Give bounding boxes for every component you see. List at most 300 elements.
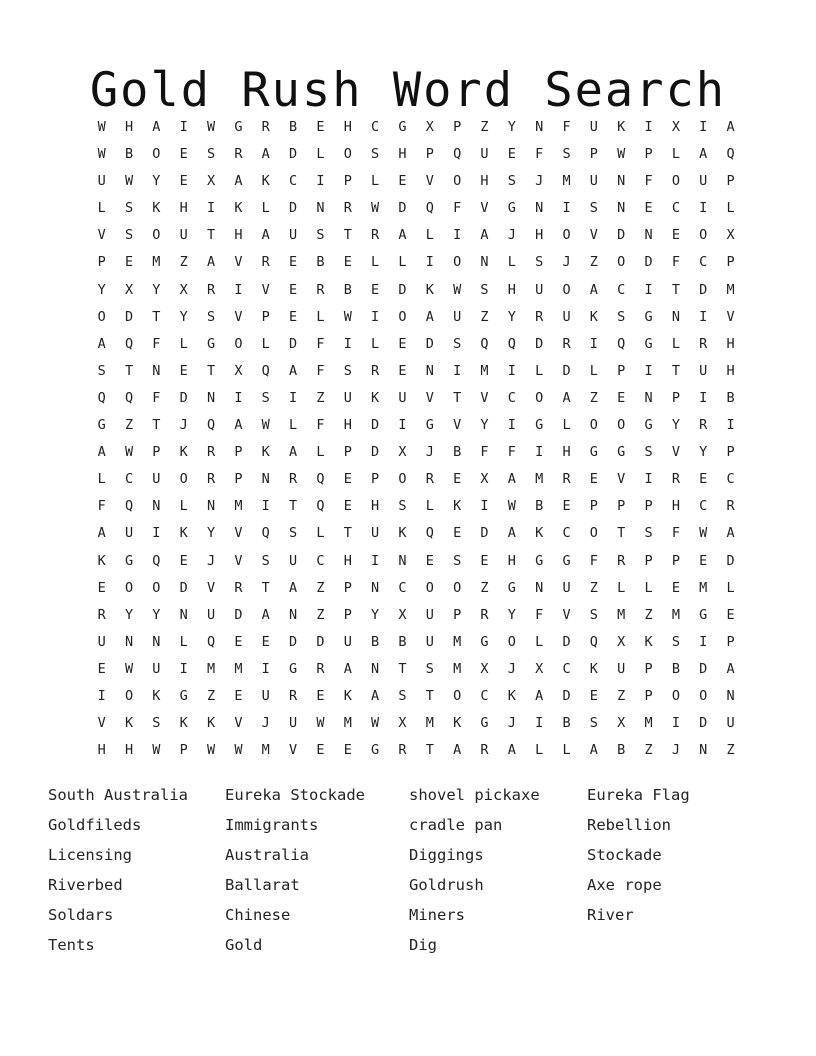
- letter-cell[interactable]: R: [371, 362, 380, 379]
- letter-cell[interactable]: G: [124, 552, 134, 569]
- letter-cell[interactable]: Z: [124, 417, 134, 434]
- letter-cell[interactable]: E: [480, 552, 489, 569]
- letter-cell[interactable]: C: [124, 471, 134, 488]
- letter-cell[interactable]: O: [589, 417, 598, 434]
- letter-cell[interactable]: M: [644, 715, 653, 732]
- letter-cell[interactable]: V: [234, 552, 243, 569]
- letter-cell[interactable]: S: [453, 335, 462, 352]
- letter-cell[interactable]: M: [453, 660, 462, 677]
- letter-cell[interactable]: S: [644, 525, 653, 542]
- letter-cell[interactable]: G: [562, 552, 571, 569]
- letter-cell[interactable]: O: [562, 281, 571, 298]
- letter-cell[interactable]: C: [562, 660, 571, 677]
- letter-cell[interactable]: T: [398, 660, 407, 677]
- letter-cell[interactable]: O: [97, 308, 106, 325]
- letter-cell[interactable]: Q: [261, 362, 270, 379]
- letter-cell[interactable]: A: [97, 525, 106, 542]
- letter-cell[interactable]: H: [507, 281, 516, 298]
- letter-cell[interactable]: O: [453, 173, 462, 190]
- letter-cell[interactable]: S: [425, 660, 434, 677]
- letter-cell[interactable]: L: [535, 633, 544, 650]
- letter-cell[interactable]: K: [453, 498, 462, 515]
- letter-cell[interactable]: R: [699, 335, 708, 352]
- letter-cell[interactable]: Z: [644, 742, 653, 759]
- letter-cell[interactable]: S: [535, 254, 544, 271]
- letter-cell[interactable]: L: [562, 742, 571, 759]
- letter-cell[interactable]: Z: [589, 389, 598, 406]
- letter-cell[interactable]: X: [398, 715, 407, 732]
- letter-cell[interactable]: J: [507, 660, 516, 677]
- letter-cell[interactable]: G: [371, 742, 380, 759]
- word-list-item[interactable]: Dig: [409, 936, 437, 954]
- letter-cell[interactable]: I: [316, 173, 325, 190]
- letter-cell[interactable]: J: [507, 227, 516, 244]
- letter-cell[interactable]: P: [726, 173, 735, 190]
- letter-cell[interactable]: M: [234, 498, 243, 515]
- letter-cell[interactable]: M: [453, 633, 462, 650]
- letter-cell[interactable]: S: [398, 687, 407, 704]
- letter-cell[interactable]: L: [726, 200, 735, 217]
- letter-cell[interactable]: H: [726, 362, 735, 379]
- letter-cell[interactable]: T: [289, 498, 298, 515]
- letter-cell[interactable]: W: [124, 444, 134, 461]
- letter-cell[interactable]: U: [398, 389, 407, 406]
- letter-cell[interactable]: E: [124, 254, 134, 271]
- letter-cell[interactable]: J: [425, 444, 434, 461]
- letter-cell[interactable]: I: [726, 417, 735, 434]
- word-list-item[interactable]: Gold: [225, 936, 263, 954]
- letter-cell[interactable]: J: [206, 552, 216, 569]
- letter-cell[interactable]: A: [97, 335, 106, 352]
- letter-cell[interactable]: M: [425, 715, 434, 732]
- letter-cell[interactable]: M: [535, 471, 544, 488]
- letter-cell[interactable]: X: [726, 227, 735, 244]
- letter-cell[interactable]: L: [97, 471, 106, 488]
- letter-cell[interactable]: D: [234, 606, 243, 623]
- letter-cell[interactable]: L: [289, 417, 298, 434]
- letter-cell[interactable]: I: [644, 471, 653, 488]
- letter-cell[interactable]: R: [289, 471, 298, 488]
- letter-cell[interactable]: N: [316, 200, 325, 217]
- letter-cell[interactable]: D: [289, 335, 298, 352]
- letter-cell[interactable]: I: [453, 227, 462, 244]
- letter-cell[interactable]: U: [97, 173, 106, 190]
- letter-cell[interactable]: H: [726, 335, 735, 352]
- word-list-item[interactable]: Ballarat: [225, 876, 300, 894]
- letter-cell[interactable]: V: [206, 579, 216, 596]
- letter-cell[interactable]: U: [152, 471, 161, 488]
- letter-cell[interactable]: G: [97, 417, 106, 434]
- letter-cell[interactable]: A: [152, 119, 161, 135]
- letter-cell[interactable]: I: [371, 552, 380, 569]
- letter-cell[interactable]: G: [535, 552, 544, 569]
- letter-cell[interactable]: G: [480, 633, 489, 650]
- letter-cell[interactable]: I: [480, 498, 489, 515]
- letter-cell[interactable]: N: [371, 579, 380, 596]
- letter-cell[interactable]: Y: [97, 281, 106, 298]
- letter-cell[interactable]: O: [507, 633, 516, 650]
- letter-cell[interactable]: E: [453, 525, 462, 542]
- letter-cell[interactable]: C: [562, 525, 571, 542]
- letter-cell[interactable]: X: [234, 362, 243, 379]
- letter-cell[interactable]: L: [179, 335, 188, 352]
- letter-cell[interactable]: S: [261, 389, 270, 406]
- letter-cell[interactable]: I: [699, 119, 708, 135]
- letter-cell[interactable]: W: [316, 715, 325, 732]
- letter-cell[interactable]: P: [343, 606, 352, 623]
- word-list-item[interactable]: Stockade: [587, 846, 662, 864]
- letter-cell[interactable]: K: [398, 525, 407, 542]
- letter-cell[interactable]: H: [124, 119, 134, 135]
- letter-cell[interactable]: E: [179, 146, 188, 163]
- letter-cell[interactable]: W: [97, 119, 106, 135]
- letter-cell[interactable]: P: [726, 254, 735, 271]
- letter-cell[interactable]: E: [289, 254, 298, 271]
- letter-cell[interactable]: T: [152, 417, 161, 434]
- letter-cell[interactable]: Z: [206, 687, 216, 704]
- letter-cell[interactable]: E: [699, 471, 708, 488]
- letter-cell[interactable]: U: [371, 525, 380, 542]
- letter-cell[interactable]: B: [671, 660, 680, 677]
- letter-cell[interactable]: X: [179, 281, 188, 298]
- letter-cell[interactable]: P: [234, 471, 243, 488]
- letter-cell[interactable]: R: [206, 471, 216, 488]
- letter-cell[interactable]: A: [699, 146, 708, 163]
- letter-cell[interactable]: V: [480, 200, 489, 217]
- letter-cell[interactable]: L: [589, 362, 598, 379]
- letter-cell[interactable]: H: [97, 742, 106, 759]
- letter-cell[interactable]: F: [507, 444, 516, 461]
- letter-cell[interactable]: N: [152, 498, 161, 515]
- letter-cell[interactable]: T: [425, 687, 434, 704]
- letter-cell[interactable]: L: [261, 335, 270, 352]
- letter-cell[interactable]: P: [453, 119, 462, 135]
- letter-cell[interactable]: R: [97, 606, 106, 623]
- letter-cell[interactable]: F: [316, 417, 325, 434]
- letter-cell[interactable]: D: [398, 281, 407, 298]
- letter-cell[interactable]: P: [617, 362, 626, 379]
- letter-cell[interactable]: W: [371, 200, 380, 217]
- letter-cell[interactable]: W: [97, 146, 106, 163]
- letter-cell[interactable]: I: [589, 335, 598, 352]
- letter-cell[interactable]: V: [234, 525, 243, 542]
- letter-cell[interactable]: A: [206, 254, 216, 271]
- letter-cell[interactable]: L: [97, 200, 106, 217]
- letter-cell[interactable]: O: [617, 417, 626, 434]
- word-list-item[interactable]: Australia: [225, 846, 309, 864]
- letter-cell[interactable]: S: [453, 552, 462, 569]
- letter-cell[interactable]: J: [671, 742, 680, 759]
- letter-cell[interactable]: O: [453, 254, 462, 271]
- letter-cell[interactable]: A: [234, 173, 243, 190]
- letter-cell[interactable]: Q: [316, 498, 325, 515]
- letter-cell[interactable]: D: [398, 200, 407, 217]
- letter-cell[interactable]: B: [726, 389, 735, 406]
- letter-cell[interactable]: R: [671, 471, 680, 488]
- letter-cell[interactable]: W: [371, 715, 380, 732]
- letter-cell[interactable]: Q: [453, 146, 462, 163]
- word-list-item[interactable]: Tents: [48, 936, 95, 954]
- letter-cell[interactable]: B: [371, 633, 380, 650]
- letter-cell[interactable]: I: [206, 200, 216, 217]
- letter-cell[interactable]: O: [699, 687, 708, 704]
- letter-cell[interactable]: I: [671, 715, 680, 732]
- letter-cell[interactable]: M: [234, 660, 243, 677]
- letter-cell[interactable]: I: [261, 660, 270, 677]
- letter-cell[interactable]: Z: [617, 687, 626, 704]
- letter-cell[interactable]: E: [179, 173, 188, 190]
- letter-cell[interactable]: H: [671, 498, 680, 515]
- letter-cell[interactable]: I: [234, 389, 243, 406]
- letter-cell[interactable]: C: [398, 579, 407, 596]
- letter-cell[interactable]: N: [124, 633, 134, 650]
- letter-cell[interactable]: N: [726, 687, 735, 704]
- letter-cell[interactable]: L: [179, 633, 188, 650]
- letter-cell[interactable]: N: [371, 660, 380, 677]
- letter-cell[interactable]: F: [453, 200, 462, 217]
- letter-cell[interactable]: U: [206, 606, 216, 623]
- letter-cell[interactable]: B: [124, 146, 134, 163]
- letter-cell[interactable]: V: [289, 742, 298, 759]
- letter-cell[interactable]: W: [343, 308, 352, 325]
- letter-cell[interactable]: W: [234, 742, 243, 759]
- letter-cell[interactable]: Y: [179, 308, 188, 325]
- letter-cell[interactable]: G: [206, 335, 216, 352]
- word-list-item[interactable]: Axe rope: [587, 876, 662, 894]
- letter-cell[interactable]: W: [152, 742, 161, 759]
- letter-cell[interactable]: S: [398, 498, 407, 515]
- letter-cell[interactable]: C: [617, 281, 626, 298]
- letter-cell[interactable]: X: [124, 281, 134, 298]
- letter-cell[interactable]: F: [316, 362, 325, 379]
- letter-cell[interactable]: A: [289, 362, 298, 379]
- letter-cell[interactable]: G: [398, 119, 407, 135]
- letter-cell[interactable]: E: [289, 308, 298, 325]
- letter-cell[interactable]: N: [206, 389, 216, 406]
- letter-cell[interactable]: L: [644, 579, 653, 596]
- letter-cell[interactable]: U: [124, 525, 134, 542]
- word-list-item[interactable]: South Australia: [48, 786, 188, 804]
- letter-cell[interactable]: P: [152, 444, 161, 461]
- letter-cell[interactable]: S: [562, 146, 571, 163]
- letter-cell[interactable]: G: [234, 119, 243, 135]
- letter-cell[interactable]: B: [289, 119, 298, 135]
- word-list-item[interactable]: Eureka Stockade: [225, 786, 365, 804]
- letter-cell[interactable]: N: [480, 254, 489, 271]
- letter-cell[interactable]: Q: [617, 335, 626, 352]
- letter-cell[interactable]: V: [589, 227, 598, 244]
- letter-cell[interactable]: S: [644, 444, 653, 461]
- letter-cell[interactable]: H: [343, 417, 352, 434]
- letter-cell[interactable]: K: [124, 715, 134, 732]
- letter-cell[interactable]: A: [261, 606, 270, 623]
- letter-cell[interactable]: C: [507, 389, 516, 406]
- letter-cell[interactable]: S: [261, 552, 270, 569]
- letter-cell[interactable]: D: [425, 335, 434, 352]
- letter-cell[interactable]: D: [699, 660, 708, 677]
- letter-cell[interactable]: A: [425, 308, 434, 325]
- letter-cell[interactable]: W: [206, 742, 216, 759]
- letter-cell[interactable]: O: [124, 687, 134, 704]
- letter-cell[interactable]: S: [343, 362, 352, 379]
- letter-cell[interactable]: R: [699, 417, 708, 434]
- letter-cell[interactable]: Q: [507, 335, 516, 352]
- letter-cell[interactable]: I: [644, 281, 653, 298]
- word-list-item[interactable]: Chinese: [225, 906, 291, 924]
- letter-cell[interactable]: F: [589, 552, 598, 569]
- letter-cell[interactable]: R: [617, 552, 626, 569]
- letter-cell[interactable]: L: [425, 498, 434, 515]
- letter-cell[interactable]: B: [535, 498, 544, 515]
- letter-cell[interactable]: E: [671, 579, 680, 596]
- letter-cell[interactable]: I: [535, 715, 544, 732]
- letter-cell[interactable]: G: [480, 715, 489, 732]
- letter-cell[interactable]: F: [535, 146, 544, 163]
- letter-cell[interactable]: J: [179, 417, 188, 434]
- letter-cell[interactable]: V: [234, 254, 243, 271]
- letter-cell[interactable]: W: [507, 498, 516, 515]
- letter-cell[interactable]: R: [726, 498, 735, 515]
- letter-cell[interactable]: N: [699, 742, 708, 759]
- letter-cell[interactable]: E: [398, 173, 407, 190]
- letter-cell[interactable]: B: [453, 444, 462, 461]
- letter-cell[interactable]: Y: [152, 173, 161, 190]
- letter-cell[interactable]: V: [97, 227, 106, 244]
- letter-cell[interactable]: V: [480, 389, 489, 406]
- letter-cell[interactable]: E: [398, 335, 407, 352]
- letter-cell[interactable]: V: [234, 308, 243, 325]
- letter-cell[interactable]: X: [480, 660, 489, 677]
- letter-cell[interactable]: N: [671, 308, 680, 325]
- letter-cell[interactable]: K: [589, 308, 598, 325]
- letter-cell[interactable]: K: [179, 525, 188, 542]
- letter-cell[interactable]: I: [699, 633, 708, 650]
- letter-cell[interactable]: F: [480, 444, 489, 461]
- letter-cell[interactable]: D: [535, 335, 544, 352]
- letter-cell[interactable]: D: [726, 552, 735, 569]
- letter-cell[interactable]: A: [535, 687, 544, 704]
- letter-cell[interactable]: E: [289, 281, 298, 298]
- letter-cell[interactable]: N: [206, 498, 216, 515]
- letter-cell[interactable]: H: [535, 227, 544, 244]
- letter-cell[interactable]: E: [179, 552, 188, 569]
- letter-cell[interactable]: O: [124, 579, 134, 596]
- letter-cell[interactable]: P: [234, 444, 243, 461]
- letter-cell[interactable]: D: [617, 227, 626, 244]
- letter-cell[interactable]: P: [343, 173, 352, 190]
- letter-cell[interactable]: W: [617, 146, 626, 163]
- letter-cell[interactable]: I: [644, 119, 653, 135]
- letter-cell[interactable]: L: [261, 200, 270, 217]
- letter-cell[interactable]: I: [152, 525, 161, 542]
- letter-cell[interactable]: X: [535, 660, 544, 677]
- letter-cell[interactable]: D: [179, 389, 188, 406]
- letter-cell[interactable]: I: [425, 254, 434, 271]
- letter-cell[interactable]: A: [234, 417, 243, 434]
- letter-cell[interactable]: K: [425, 281, 434, 298]
- letter-cell[interactable]: I: [507, 362, 516, 379]
- letter-cell[interactable]: G: [507, 200, 516, 217]
- letter-cell[interactable]: Z: [316, 579, 325, 596]
- letter-cell[interactable]: U: [617, 660, 626, 677]
- letter-cell[interactable]: H: [371, 498, 380, 515]
- letter-cell[interactable]: S: [589, 715, 598, 732]
- letter-cell[interactable]: P: [617, 498, 626, 515]
- letter-cell[interactable]: K: [644, 633, 653, 650]
- letter-cell[interactable]: R: [371, 227, 380, 244]
- letter-cell[interactable]: K: [453, 715, 462, 732]
- letter-cell[interactable]: L: [371, 254, 380, 271]
- letter-cell[interactable]: C: [726, 471, 735, 488]
- letter-cell[interactable]: E: [179, 362, 188, 379]
- letter-cell[interactable]: R: [289, 687, 298, 704]
- letter-cell[interactable]: A: [453, 742, 462, 759]
- letter-cell[interactable]: I: [644, 362, 653, 379]
- letter-cell[interactable]: V: [617, 471, 626, 488]
- letter-cell[interactable]: P: [671, 389, 680, 406]
- letter-cell[interactable]: D: [644, 254, 653, 271]
- letter-cell[interactable]: P: [644, 552, 653, 569]
- letter-cell[interactable]: Z: [644, 606, 653, 623]
- letter-cell[interactable]: M: [480, 362, 489, 379]
- letter-cell[interactable]: Y: [507, 308, 516, 325]
- letter-cell[interactable]: T: [671, 281, 680, 298]
- letter-cell[interactable]: U: [261, 687, 270, 704]
- letter-cell[interactable]: A: [726, 525, 735, 542]
- letter-cell[interactable]: Z: [480, 119, 489, 135]
- letter-cell[interactable]: G: [289, 660, 298, 677]
- letter-cell[interactable]: F: [152, 389, 161, 406]
- letter-cell[interactable]: U: [289, 552, 298, 569]
- letter-cell[interactable]: O: [453, 687, 462, 704]
- letter-cell[interactable]: Y: [507, 119, 516, 135]
- letter-cell[interactable]: O: [398, 308, 407, 325]
- letter-cell[interactable]: E: [671, 227, 680, 244]
- word-list-item[interactable]: Licensing: [48, 846, 132, 864]
- letter-cell[interactable]: E: [617, 389, 626, 406]
- letter-cell[interactable]: N: [289, 606, 298, 623]
- letter-cell[interactable]: P: [726, 444, 735, 461]
- letter-cell[interactable]: D: [179, 579, 188, 596]
- letter-cell[interactable]: D: [371, 417, 380, 434]
- letter-cell[interactable]: P: [644, 660, 653, 677]
- letter-cell[interactable]: C: [371, 119, 380, 135]
- letter-cell[interactable]: V: [425, 173, 434, 190]
- letter-cell[interactable]: Q: [425, 525, 434, 542]
- letter-cell[interactable]: K: [179, 444, 188, 461]
- letter-cell[interactable]: X: [425, 119, 434, 135]
- letter-cell[interactable]: P: [589, 146, 598, 163]
- letter-cell[interactable]: D: [480, 525, 489, 542]
- letter-cell[interactable]: F: [316, 335, 325, 352]
- letter-cell[interactable]: L: [398, 254, 407, 271]
- letter-cell[interactable]: V: [97, 715, 106, 732]
- letter-cell[interactable]: Z: [316, 606, 325, 623]
- letter-cell[interactable]: U: [453, 308, 462, 325]
- letter-cell[interactable]: R: [316, 281, 325, 298]
- letter-cell[interactable]: E: [234, 687, 243, 704]
- letter-cell[interactable]: I: [289, 389, 298, 406]
- letter-cell[interactable]: B: [343, 281, 352, 298]
- letter-cell[interactable]: D: [124, 308, 134, 325]
- letter-cell[interactable]: S: [289, 525, 298, 542]
- letter-cell[interactable]: N: [179, 606, 188, 623]
- letter-cell[interactable]: P: [644, 498, 653, 515]
- letter-cell[interactable]: A: [480, 227, 489, 244]
- letter-cell[interactable]: V: [261, 281, 270, 298]
- letter-cell[interactable]: M: [206, 660, 216, 677]
- letter-cell[interactable]: K: [206, 715, 216, 732]
